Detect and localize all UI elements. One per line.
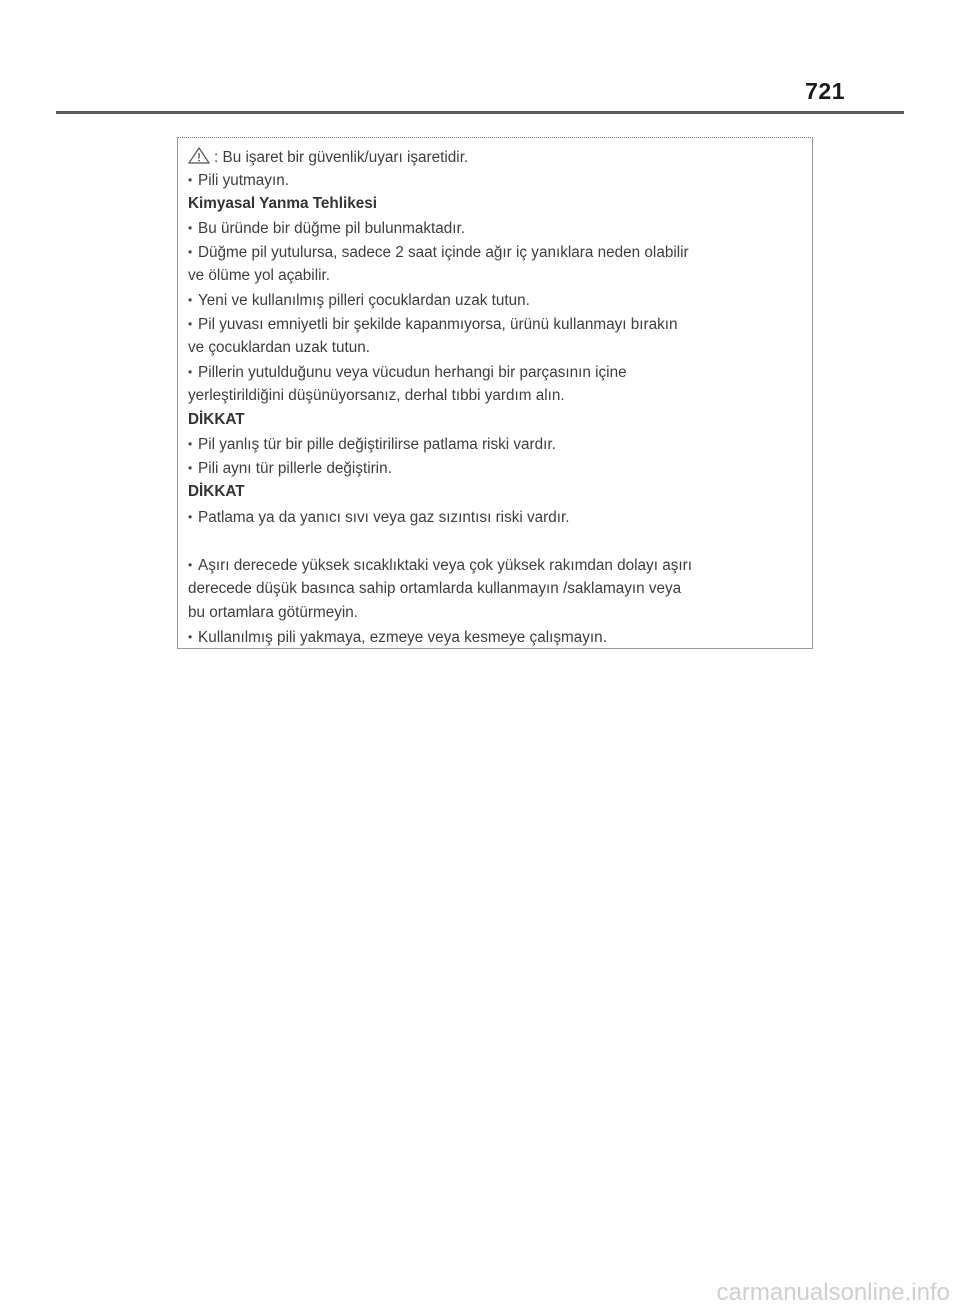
list-item (188, 556, 692, 575)
list-item (188, 459, 392, 478)
list-item-continuation: derecede düşük basınca sahip ortamlarda kullanmayın /saklamayın veya (188, 580, 682, 597)
warning-symbol-line (188, 147, 468, 167)
bullet-dot: • (188, 293, 193, 307)
watermark: carmanualsonline.info (716, 1279, 950, 1306)
bullet-dot: • (188, 365, 193, 379)
bullet-dot: • (188, 461, 193, 475)
list-item (188, 219, 465, 238)
battery-warning-box (177, 137, 813, 649)
list-item (188, 508, 570, 527)
list-item-continuation: ve ölüme yol açabilir. (188, 267, 330, 284)
list-item-text: Patlama ya da yanıcı sıvı veya gaz sızıntısı riski vardır. (198, 509, 570, 526)
list-item-text: Pili yutmayın. (198, 172, 289, 189)
list-item (188, 435, 556, 454)
list-item-text: Pillerin yutulduğunu veya vücudun herhangi bir parçasının içine (198, 364, 627, 381)
header-divider (56, 111, 904, 114)
bullet-dot: • (188, 630, 193, 644)
page-number: 721 (805, 78, 845, 104)
bullet-dot: • (188, 437, 193, 451)
list-item-text: Aşırı derecede yüksek sıcaklıktaki veya çok yüksek rakımdan dolayı aşırı (198, 557, 692, 574)
list-item-continuation: ve çocuklardan uzak tutun. (188, 339, 370, 356)
list-item-text: Pil yuvası emniyetli bir şekilde kapanmıyorsa, ürünü kullanmayı bırakın (198, 316, 678, 333)
list-item-text: Bu üründe bir düğme pil bulunmaktadır. (198, 220, 466, 237)
warning-symbol-text: : Bu işaret bir güvenlik/uyarı işaretidir. (214, 149, 469, 166)
list-item-continuation: bu ortamlara götürmeyin. (188, 604, 359, 621)
list-item-text: Yeni ve kullanılmış pilleri çocuklardan uzak tutun. (198, 292, 530, 309)
bullet-dot: • (188, 221, 193, 235)
bullet-dot: • (188, 558, 193, 572)
list-item (188, 291, 530, 310)
bullet-dot: • (188, 317, 193, 331)
bullet-dot: • (188, 510, 193, 524)
list-item (188, 171, 289, 190)
list-item-text: Pili aynı tür pillerle değiştirin. (198, 460, 392, 477)
warning-triangle-icon (188, 147, 210, 164)
list-item-text: Düğme pil yutulursa, sadece 2 saat içinde ağır iç yanıklara neden olabilir (198, 244, 689, 261)
section-heading: DİKKAT (188, 411, 245, 428)
list-item-text: Pil yanlış tür bir pille değiştirilirse patlama riski vardır. (198, 436, 556, 453)
list-item (188, 628, 607, 647)
list-item (188, 243, 689, 262)
list-item (188, 315, 678, 334)
list-item (188, 363, 627, 382)
section-heading: Kimyasal Yanma Tehlikesi (188, 195, 378, 212)
bullet-dot: • (188, 173, 193, 187)
section-heading: DİKKAT (188, 483, 245, 500)
list-item-text: Kullanılmış pili yakmaya, ezmeye veya kesmeye çalışmayın. (198, 629, 607, 646)
list-item-continuation: yerleştirildiğini düşünüyorsanız, derhal tıbbi yardım alın. (188, 387, 565, 404)
bullet-dot: • (188, 245, 193, 259)
